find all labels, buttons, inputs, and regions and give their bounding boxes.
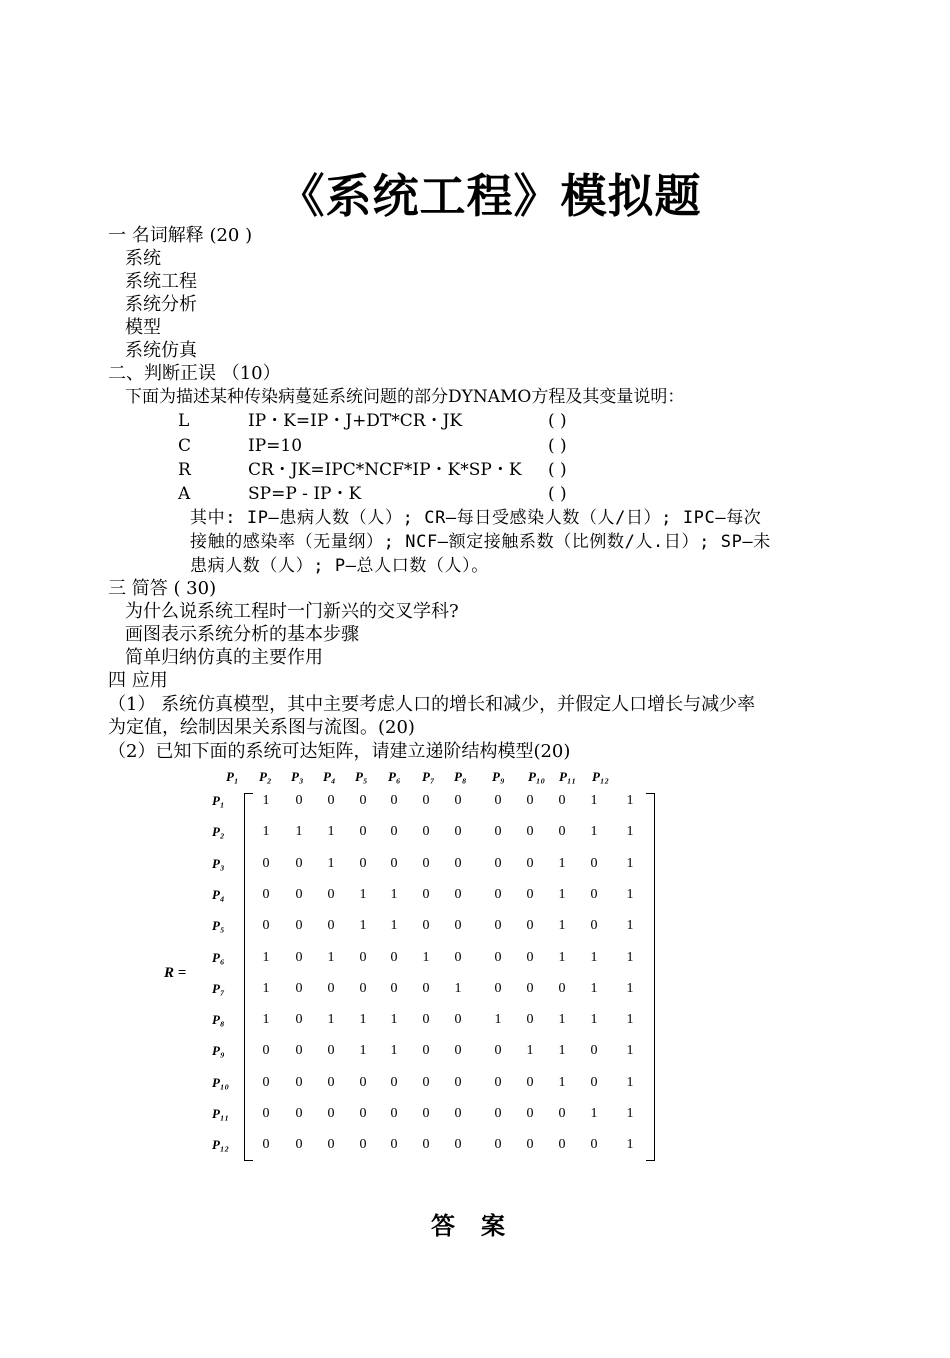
matrix-cell: 1 bbox=[359, 1012, 367, 1028]
question-1-line2: 为定值，绘制因果关系图与流图。(20) bbox=[108, 717, 415, 738]
equation-type: L bbox=[178, 411, 190, 431]
matrix-cell: 0 bbox=[295, 1137, 303, 1153]
matrix-row-label: P₁₀ bbox=[212, 1074, 230, 1090]
matrix-cell: 1 bbox=[558, 918, 566, 934]
matrix-cell: 0 bbox=[422, 855, 430, 871]
matrix-cell: 1 bbox=[626, 886, 634, 902]
matrix-cell: 1 bbox=[359, 1043, 367, 1059]
matrix-cell: 0 bbox=[526, 1106, 534, 1121]
section1-item: 模型 bbox=[125, 317, 161, 338]
matrix-cell: 0 bbox=[262, 886, 270, 902]
matrix-cell: 0 bbox=[526, 1137, 534, 1153]
matrix-cell: 0 bbox=[390, 949, 398, 965]
matrix-cell: 0 bbox=[494, 886, 502, 902]
matrix-row-label: P₂ bbox=[212, 824, 225, 840]
matrix-cell: 0 bbox=[454, 824, 462, 840]
answer-heading: 答案 bbox=[431, 1212, 531, 1240]
matrix-cell: 1 bbox=[558, 1043, 566, 1059]
matrix-cell: 0 bbox=[422, 980, 430, 996]
matrix-row-label: P₄ bbox=[212, 886, 225, 902]
matrix-col-label: P₆ bbox=[388, 769, 401, 784]
section1-item: 系统 bbox=[125, 248, 161, 269]
matrix-cell: 0 bbox=[262, 1106, 270, 1121]
question-1-line1: （1） 系统仿真模型，其中主要考虑人口的增长和减少，并假定人口增长与减少率 bbox=[108, 694, 756, 715]
matrix-cell: 1 bbox=[590, 824, 598, 840]
matrix-cell: 0 bbox=[327, 793, 335, 808]
matrix-cell: 0 bbox=[262, 855, 270, 871]
matrix-col-label: P₉ bbox=[492, 769, 505, 784]
matrix-cell: 0 bbox=[494, 1137, 502, 1153]
matrix-cell: 0 bbox=[526, 1074, 534, 1090]
matrix-cell: 0 bbox=[390, 1106, 398, 1121]
matrix-cell: 1 bbox=[590, 1106, 598, 1121]
matrix-cell: 0 bbox=[327, 980, 335, 996]
matrix-cell: 0 bbox=[295, 1106, 303, 1121]
matrix-col-label: P₁₁ bbox=[559, 769, 577, 784]
equation-type: A bbox=[178, 484, 191, 504]
matrix-cell: 1 bbox=[390, 918, 398, 934]
matrix-cell: 1 bbox=[626, 793, 634, 808]
matrix-cell: 0 bbox=[422, 793, 430, 808]
matrix-cell: 0 bbox=[454, 1137, 462, 1153]
matrix-cell: 1 bbox=[359, 886, 367, 902]
matrix-cell: 1 bbox=[590, 949, 598, 965]
matrix-col-label: P₁₂ bbox=[592, 769, 610, 784]
matrix-cell: 0 bbox=[262, 1043, 270, 1059]
matrix-cell: 0 bbox=[390, 1137, 398, 1153]
matrix-row-label: P₈ bbox=[212, 1012, 225, 1028]
matrix-cell: 1 bbox=[590, 1012, 598, 1028]
matrix-cell: 0 bbox=[526, 918, 534, 934]
note-line: 其中: IP—患病人数（人）; CR—每日受感染人数（人/日）; IPC—每次 bbox=[190, 508, 762, 528]
equation-text: IP・K=IP・J+DT*CR・JK bbox=[248, 411, 463, 431]
matrix-cell: 1 bbox=[454, 980, 462, 996]
matrix-cell: 0 bbox=[590, 1043, 598, 1059]
matrix-cell: 0 bbox=[390, 855, 398, 871]
matrix-cell: 0 bbox=[590, 886, 598, 902]
matrix-cell: 0 bbox=[494, 1074, 502, 1090]
matrix-cell: 0 bbox=[327, 1106, 335, 1121]
matrix-cell: 0 bbox=[526, 855, 534, 871]
section2-intro: 下面为描述某种传染病蔓延系统问题的部分DYNAMO方程及其变量说明： bbox=[125, 387, 685, 407]
matrix-col-label: P₃ bbox=[291, 769, 304, 784]
answer-blank[interactable]: ( ) bbox=[548, 460, 567, 480]
matrix-cell: 0 bbox=[390, 824, 398, 840]
matrix-col-label: P₁ bbox=[226, 769, 239, 784]
equation-text: IP=10 bbox=[248, 436, 303, 456]
matrix-cell: 0 bbox=[454, 855, 462, 871]
matrix-cell: 0 bbox=[526, 824, 534, 840]
matrix-cell: 0 bbox=[454, 1074, 462, 1090]
matrix-label: R = bbox=[164, 965, 187, 981]
matrix-cell: 1 bbox=[558, 855, 566, 871]
matrix-cell: 1 bbox=[327, 855, 335, 871]
matrix-row-label: P₉ bbox=[212, 1043, 225, 1059]
matrix-cell: 0 bbox=[422, 918, 430, 934]
matrix-cell: 0 bbox=[295, 793, 303, 808]
matrix-row-label: P₁₁ bbox=[212, 1106, 230, 1121]
matrix-cell: 0 bbox=[454, 1012, 462, 1028]
matrix-cell: 1 bbox=[626, 824, 634, 840]
matrix-cell: 0 bbox=[359, 855, 367, 871]
matrix-cell: 0 bbox=[295, 949, 303, 965]
matrix-cell: 0 bbox=[327, 1043, 335, 1059]
matrix-cell: 0 bbox=[526, 949, 534, 965]
matrix-cell: 0 bbox=[295, 1074, 303, 1090]
matrix-cell: 0 bbox=[295, 980, 303, 996]
matrix-cell: 0 bbox=[359, 1106, 367, 1121]
matrix-cell: 0 bbox=[558, 980, 566, 996]
matrix-cell: 0 bbox=[359, 793, 367, 808]
section3-item: 画图表示系统分析的基本步骤 bbox=[125, 624, 359, 645]
matrix-row-label: P₅ bbox=[212, 918, 225, 934]
matrix-cell: 1 bbox=[626, 918, 634, 934]
page-title: 《系统工程》模拟题 bbox=[278, 169, 702, 223]
matrix-cell: 1 bbox=[558, 886, 566, 902]
matrix-cell: 1 bbox=[626, 980, 634, 996]
variable-notes bbox=[190, 506, 860, 578]
matrix-cell: 1 bbox=[327, 824, 335, 840]
matrix-col-label: P₄ bbox=[323, 769, 336, 784]
matrix-cell: 0 bbox=[359, 1074, 367, 1090]
matrix-cell: 0 bbox=[422, 1043, 430, 1059]
note-line: 接触的感染率（无量纲）; NCF—额定接触系数（比例数/人.日）; SP—未 bbox=[190, 532, 771, 552]
matrix-cell: 1 bbox=[295, 824, 303, 840]
matrix-cell: 1 bbox=[558, 1074, 566, 1090]
matrix-cell: 1 bbox=[262, 949, 270, 965]
matrix-cell: 0 bbox=[262, 918, 270, 934]
section3-item: 简单归纳仿真的主要作用 bbox=[125, 647, 323, 668]
matrix-cell: 1 bbox=[626, 1012, 634, 1028]
matrix-cell: 0 bbox=[494, 949, 502, 965]
matrix-col-label: P₁₀ bbox=[528, 769, 546, 784]
matrix-cell: 0 bbox=[526, 886, 534, 902]
matrix-cell: 1 bbox=[262, 793, 270, 808]
section2-heading: 二、判断正误 （10） bbox=[108, 363, 281, 384]
matrix-cell: 0 bbox=[558, 1137, 566, 1153]
matrix-cell: 1 bbox=[262, 824, 270, 840]
matrix-cell: 0 bbox=[295, 1012, 303, 1028]
matrix-cell: 1 bbox=[526, 1043, 534, 1059]
matrix-cell: 0 bbox=[327, 886, 335, 902]
note-line: 患病人数（人）; P—总人口数（人）。 bbox=[190, 556, 489, 576]
answer-blank[interactable]: ( ) bbox=[548, 484, 567, 504]
matrix-cell: 0 bbox=[262, 1137, 270, 1153]
matrix-cell: 0 bbox=[494, 793, 502, 808]
matrix-col-label: P₅ bbox=[355, 769, 368, 784]
matrix-cell: 1 bbox=[262, 980, 270, 996]
matrix-cell: 0 bbox=[558, 824, 566, 840]
matrix-cell: 0 bbox=[454, 886, 462, 902]
matrix-cell: 1 bbox=[390, 886, 398, 902]
matrix-cell: 0 bbox=[390, 980, 398, 996]
matrix-row-label: P₇ bbox=[212, 980, 225, 996]
matrix-cell: 0 bbox=[422, 1106, 430, 1121]
matrix-cell: 0 bbox=[422, 1012, 430, 1028]
matrix-cell: 0 bbox=[454, 793, 462, 808]
matrix-col-label: P₈ bbox=[454, 769, 467, 784]
matrix-cell: 0 bbox=[590, 1074, 598, 1090]
matrix-col-label: P₇ bbox=[422, 769, 435, 784]
section4-heading: 四 应用 bbox=[108, 670, 168, 691]
equation-text: SP=P - IP・K bbox=[248, 484, 362, 504]
matrix-cell: 1 bbox=[626, 855, 634, 871]
matrix-col-label: P₂ bbox=[259, 769, 272, 784]
matrix-cell: 1 bbox=[626, 1074, 634, 1090]
matrix-row-label: P₆ bbox=[212, 949, 225, 965]
section1-heading: 一 名词解释 (20 ) bbox=[108, 225, 253, 246]
matrix-cell: 1 bbox=[422, 949, 430, 965]
matrix-cell: 1 bbox=[558, 949, 566, 965]
matrix-cell: 1 bbox=[327, 949, 335, 965]
matrix-cell: 0 bbox=[590, 918, 598, 934]
matrix-cell: 0 bbox=[558, 1106, 566, 1121]
matrix-cell: 1 bbox=[626, 1137, 634, 1153]
matrix-cell: 0 bbox=[590, 855, 598, 871]
matrix-cell: 0 bbox=[327, 1137, 335, 1153]
matrix-row-label: P₁ bbox=[212, 793, 225, 808]
matrix-cell: 1 bbox=[590, 980, 598, 996]
matrix-cell: 0 bbox=[422, 824, 430, 840]
matrix-cell: 0 bbox=[454, 1106, 462, 1121]
matrix-cell: 0 bbox=[295, 855, 303, 871]
matrix-cell: 0 bbox=[422, 1137, 430, 1153]
matrix-cell: 0 bbox=[494, 918, 502, 934]
question-2: （2）已知下面的系统可达矩阵，请建立递阶结构模型(20) bbox=[108, 741, 571, 762]
answer-blank[interactable]: ( ) bbox=[548, 436, 567, 456]
matrix-row-label: P₁₂ bbox=[212, 1137, 230, 1153]
matrix-cell: 0 bbox=[390, 1074, 398, 1090]
matrix-cell: 0 bbox=[295, 886, 303, 902]
matrix-cell: 1 bbox=[558, 1012, 566, 1028]
matrix-row-label: P₃ bbox=[212, 855, 225, 871]
answer-blank[interactable]: ( ) bbox=[548, 411, 567, 431]
matrix-cell: 1 bbox=[626, 1106, 634, 1121]
matrix-cell: 0 bbox=[494, 824, 502, 840]
matrix-cell: 1 bbox=[494, 1012, 502, 1028]
matrix-cell: 0 bbox=[494, 980, 502, 996]
matrix-cell: 0 bbox=[295, 1043, 303, 1059]
matrix-left-bracket bbox=[244, 793, 253, 1161]
matrix-cell: 1 bbox=[590, 793, 598, 808]
matrix-cell: 0 bbox=[359, 980, 367, 996]
matrix-cell: 1 bbox=[390, 1043, 398, 1059]
matrix-cell: 0 bbox=[526, 1012, 534, 1028]
matrix-cell: 0 bbox=[359, 824, 367, 840]
section3-heading: 三 简答 ( 30) bbox=[108, 578, 217, 599]
matrix-cell: 0 bbox=[454, 949, 462, 965]
matrix-cell: 0 bbox=[526, 980, 534, 996]
matrix-cell: 0 bbox=[558, 793, 566, 808]
matrix-cell: 0 bbox=[494, 855, 502, 871]
matrix-cell: 0 bbox=[327, 1074, 335, 1090]
equation-type: C bbox=[178, 436, 192, 456]
matrix-cell: 0 bbox=[390, 793, 398, 808]
matrix-cell: 0 bbox=[327, 918, 335, 934]
matrix-cell: 0 bbox=[359, 1137, 367, 1153]
matrix-cell: 1 bbox=[359, 918, 367, 934]
matrix-cell: 0 bbox=[422, 886, 430, 902]
matrix-cell: 1 bbox=[626, 949, 634, 965]
matrix-cell: 0 bbox=[295, 918, 303, 934]
matrix-cell: 0 bbox=[494, 1043, 502, 1059]
matrix-cell: 1 bbox=[390, 1012, 398, 1028]
matrix-cell: 0 bbox=[526, 793, 534, 808]
matrix-cell: 0 bbox=[494, 1106, 502, 1121]
matrix-cell: 0 bbox=[454, 1043, 462, 1059]
section3-item: 为什么说系统工程时一门新兴的交叉学科? bbox=[125, 601, 459, 622]
matrix-cell: 1 bbox=[262, 1012, 270, 1028]
section1-item: 系统仿真 bbox=[125, 340, 197, 361]
reachability-matrix bbox=[160, 765, 700, 1165]
equation-text: CR・JK=IPC*NCF*IP・K*SP・K bbox=[248, 460, 522, 480]
matrix-cell: 0 bbox=[454, 918, 462, 934]
matrix-right-bracket bbox=[646, 793, 655, 1161]
equation-type: R bbox=[178, 460, 191, 480]
matrix-cell: 0 bbox=[422, 1074, 430, 1090]
matrix-cell: 1 bbox=[327, 1012, 335, 1028]
section1-item: 系统分析 bbox=[125, 294, 197, 315]
matrix-cell: 0 bbox=[359, 949, 367, 965]
matrix-cell: 1 bbox=[626, 1043, 634, 1059]
section1-item: 系统工程 bbox=[125, 271, 197, 292]
matrix-cell: 0 bbox=[590, 1137, 598, 1153]
matrix-cell: 0 bbox=[262, 1074, 270, 1090]
